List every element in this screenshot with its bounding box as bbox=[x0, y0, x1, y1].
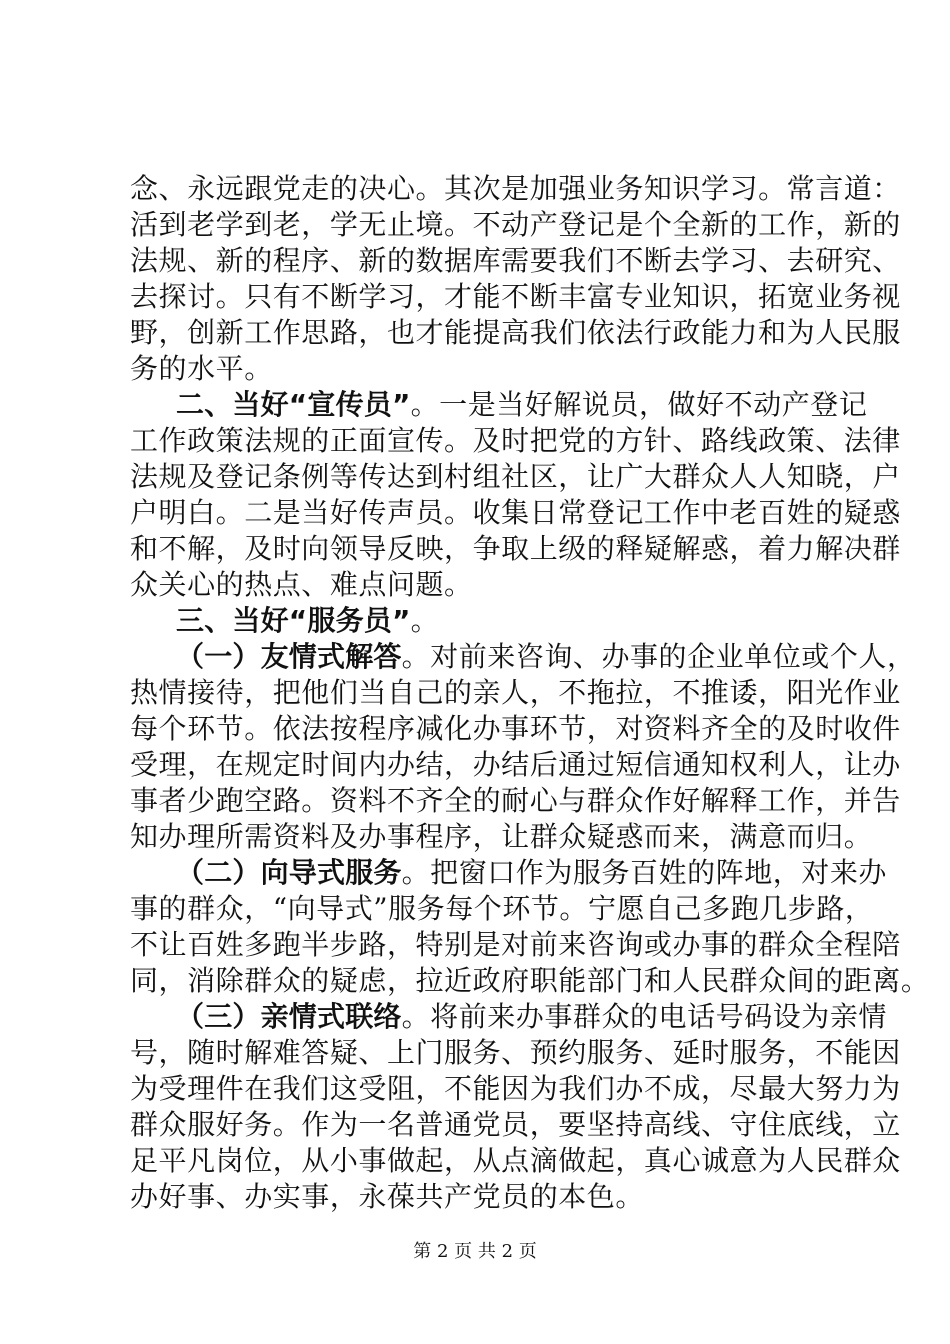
body-line-17: 受理，在规定时间内办结，办结后通过短信通知权利人，让办 bbox=[130, 748, 901, 781]
subsection-heading-1: （一）友情式解答。对前来咨询、办事的企业单位或个人， bbox=[176, 640, 916, 673]
section-title: 三、当好“服务员” bbox=[176, 604, 411, 637]
body-line-28: 足平凡岗位，从小事做起，从点滴做起，真心诚意为人民群众 bbox=[130, 1144, 901, 1177]
subsection-title: （三）亲情式联络 bbox=[176, 1000, 402, 1033]
subsection-title: （一）友情式解答 bbox=[176, 640, 402, 673]
body-line-3: 法规、新的程序、新的数据库需要我们不断去学习、去研究、 bbox=[130, 244, 901, 277]
body-line-6: 务的水平。 bbox=[130, 352, 273, 385]
body-line-16: 每个环节。依法按程序减化办事环节，对资料齐全的及时收件 bbox=[130, 712, 901, 745]
subsection-title: （二）向导式服务 bbox=[176, 856, 402, 889]
body-line-10: 户明白。二是当好传声员。收集日常登记工作中老百姓的疑惑 bbox=[130, 496, 901, 529]
subsection-heading-3: （三）亲情式联络。将前来办事群众的电话号码设为亲情 bbox=[176, 1000, 887, 1033]
body-line-8: 工作政策法规的正面宣传。及时把党的方针、路线政策、法律 bbox=[130, 424, 901, 457]
subsection-heading-2: （二）向导式服务。把窗口作为服务百姓的阵地，对来办 bbox=[176, 856, 887, 889]
body-line-11: 和不解，及时向领导反映，争取上级的释疑解惑，着力解决群 bbox=[130, 532, 901, 565]
body-line-15: 热情接待，把他们当自己的亲人，不拖拉，不推诿，阳光作业 bbox=[130, 676, 901, 709]
section-heading-3: 三、当好“服务员”。 bbox=[176, 604, 440, 637]
body-line-18: 事者少跑空路。资料不齐全的耐心与群众作好解释工作，并告 bbox=[130, 784, 901, 817]
body-line-2: 活到老学到老，学无止境。不动产登记是个全新的工作，新的 bbox=[130, 208, 901, 241]
body-line-4: 去探讨。只有不断学习，才能不断丰富专业知识，拓宽业务视 bbox=[130, 280, 901, 313]
body-line-29: 办好事、办实事，永葆共产党员的本色。 bbox=[130, 1180, 644, 1213]
section-title: 二、当好“宣传员” bbox=[176, 388, 411, 421]
body-line-21: 事的群众，“向导式”服务每个环节。宁愿自己多跑几步路， bbox=[130, 892, 874, 925]
body-line-22: 不让百姓多跑半步路，特别是对前来咨询或办事的群众全程陪 bbox=[130, 928, 901, 961]
body-line-25: 号，随时解难答疑、上门服务、预约服务、延时服务，不能因 bbox=[130, 1036, 901, 1069]
body-line-19: 知办理所需资料及办事程序，让群众疑惑而来，满意而归。 bbox=[130, 820, 873, 853]
page-footer: 第 2 页 共 2 页 bbox=[413, 1241, 537, 1262]
body-line-1: 念、永远跟党走的决心。其次是加强业务知识学习。常言道： bbox=[130, 172, 901, 205]
body-line-5: 野，创新工作思路，也才能提高我们依法行政能力和为人民服 bbox=[130, 316, 901, 349]
body-line-23: 同，消除群众的疑虑，拉近政府职能部门和人民群众间的距离。 bbox=[130, 964, 930, 997]
body-line-9: 法规及登记条例等传达到村组社区，让广大群众人人知晓，户 bbox=[130, 460, 901, 493]
body-line-12: 众关心的热点、难点问题。 bbox=[130, 568, 473, 601]
body-line-26: 为受理件在我们这受阻，不能因为我们办不成，尽最大努力为 bbox=[130, 1072, 901, 1105]
section-heading-2: 二、当好“宣传员”。一是当好解说员，做好不动产登记 bbox=[176, 388, 868, 421]
body-line-27: 群众服好务。作为一名普通党员，要坚持高线、守住底线，立 bbox=[130, 1108, 901, 1141]
